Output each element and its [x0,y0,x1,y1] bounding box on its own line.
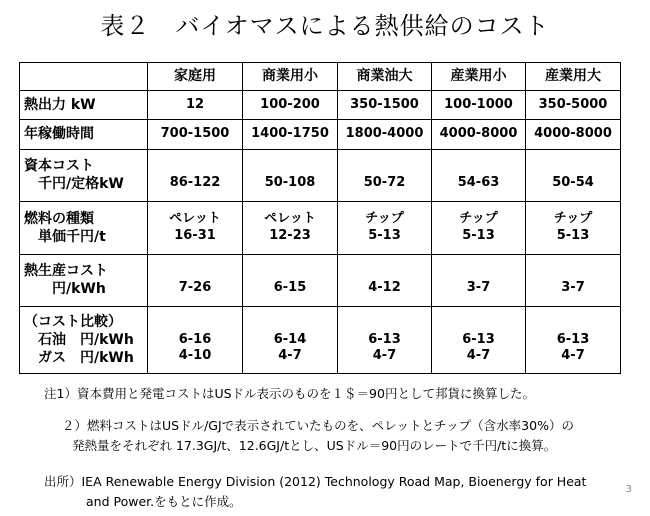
cell-line [152,159,238,176]
row-header-line: 石油 円/kWh [24,331,134,348]
table-cell [432,120,526,149]
cell-line: 4000-8000 [439,126,518,142]
cell-line: 100-1000 [444,96,513,112]
header-cell: 産業用小 [432,63,526,91]
cell-line: 700-1500 [160,126,230,142]
cell-line: 12 [185,96,205,112]
table-cell [243,254,338,306]
note-2-line-2: 発熱量をそれぞれ 17.3GJ/t、12.6GJ/tとし、USドル＝90円のレートで千円/tに換算。 [72,438,557,453]
header-cell [20,63,148,91]
cell-line [530,263,616,280]
table-cell [432,254,526,306]
cell-line: 6-14 [273,331,307,347]
table-cell [148,120,243,149]
cell-line: 3-7 [466,280,491,296]
table-header-row [20,63,621,91]
cell-line [247,315,333,332]
cell-line: 50-72 [363,175,406,191]
table-cell [432,202,526,254]
cell-line: 5-13 [556,227,590,243]
row-header-line: 円/kWh [24,281,106,298]
cell-line: 1800-4000 [345,126,424,142]
table-cell [432,149,526,201]
row-header-line: 熱生産コスト [24,263,108,280]
table-cell [243,306,338,373]
row-header-line: （コスト比較） [24,313,122,330]
cell-line: 3-7 [561,280,585,296]
cell-line: チップ [365,210,404,226]
table-cell [526,91,621,120]
cell-line: 12-23 [269,227,311,243]
cell-line: 7-26 [178,280,212,296]
table-cell [338,91,432,120]
page-title: 表２ バイオマスによる熱供給のコスト [100,12,550,40]
cell-line [152,315,238,332]
cell-line: 1400-1750 [251,126,329,142]
cell-line: 50-108 [264,175,316,191]
table-cell [243,202,338,254]
cell-line: ペレット [264,210,316,226]
cell-line: 350-5000 [538,96,608,112]
note-1: 注1）資本費用と発電コストはUSドル表示のものを１＄＝90円として邦貨に換算した。 [44,386,535,401]
cell-line: 6-16 [178,331,212,347]
cell-line [342,315,427,332]
cell-line: チップ [553,210,593,226]
cell-line: 6-13 [368,331,401,347]
cell-line: 4-12 [368,280,401,296]
cell-line: 50-54 [552,175,594,191]
cell-line: 4000-8000 [534,126,612,142]
cell-line: 5-13 [462,227,495,243]
table-cell [243,91,338,120]
table-cell [526,202,621,254]
table-cell [148,149,243,201]
table-cell [338,254,432,306]
page-number: 3 [625,484,632,495]
table-cell [338,120,432,149]
table-cell [243,120,338,149]
table-row [20,306,621,373]
row-header-line: 単価千円/t [24,228,106,245]
row-header-cell [20,254,148,306]
cell-line [436,315,521,332]
cell-line: 16-31 [174,227,216,243]
cell-line [530,159,616,176]
row-header-cell [20,306,148,373]
cell-line: 4-7 [466,348,491,364]
source-line-2: and Power.をもとに作成。 [86,494,242,509]
cell-line: 4-7 [278,348,302,364]
cell-line [436,159,521,176]
table-cell [526,306,621,373]
table-cell [526,254,621,306]
header-cell: 商業用小 [243,63,338,91]
table-cell [338,149,432,201]
cell-line: 6-13 [556,331,590,347]
cell-line: 100-200 [260,96,320,112]
row-header-cell [20,91,148,120]
table-cell [432,306,526,373]
cell-line [247,263,333,280]
cost-table [19,62,621,374]
table-row [20,91,621,120]
header-cell: 商業油大 [338,63,432,91]
table-cell [338,306,432,373]
table-cell [148,91,243,120]
table-cell [148,202,243,254]
table-cell [526,120,621,149]
cell-line [247,159,333,176]
table-row [20,120,621,149]
row-header-line: ガス 円/kWh [24,350,134,367]
cell-line [436,263,521,280]
cell-line: ペレット [169,210,221,226]
row-header-cell [20,202,148,254]
cell-line: 5-13 [368,227,401,243]
table-row [20,202,621,254]
cell-line: 4-7 [372,348,397,364]
table-cell [432,91,526,120]
header-cell: 家庭用 [148,63,243,91]
cell-line: 4-7 [561,348,585,364]
cell-line [530,315,616,332]
row-header-cell [20,149,148,201]
row-header-line: 年稼働時間 [24,126,94,143]
cell-line: 6-15 [273,280,307,296]
table-cell [148,254,243,306]
row-header-line: 千円/定格kW [24,176,124,193]
table-row [20,149,621,201]
row-header-line: 燃料の種類 [24,210,94,227]
note-2-line-1: ２）燃料コストはUSドル/GJで表示されていたものを、ペレットとチップ（含水率30%）の [62,418,574,433]
row-header-cell [20,120,148,149]
table-row [20,254,621,306]
cell-line: 350-1500 [350,96,419,112]
cell-line [342,263,427,280]
table-cell [243,149,338,201]
cell-line: 6-13 [462,331,495,347]
cell-line: 4-10 [178,348,212,364]
cell-line [152,263,238,280]
row-header-line: 資本コスト [24,158,94,175]
cell-line: 54-63 [457,175,500,191]
table-cell [338,202,432,254]
header-cell: 産業用大 [526,63,621,91]
source-line-1: 出所）IEA Renewable Energy Division (2012) Technology Road Map, Bioenergy for Heat [44,474,587,489]
table-cell [148,306,243,373]
cell-line: チップ [459,210,498,226]
cell-line: 86-122 [169,175,221,191]
row-header-line: 熱出力 kW [24,97,96,114]
cell-line [342,159,427,176]
table-cell [526,149,621,201]
